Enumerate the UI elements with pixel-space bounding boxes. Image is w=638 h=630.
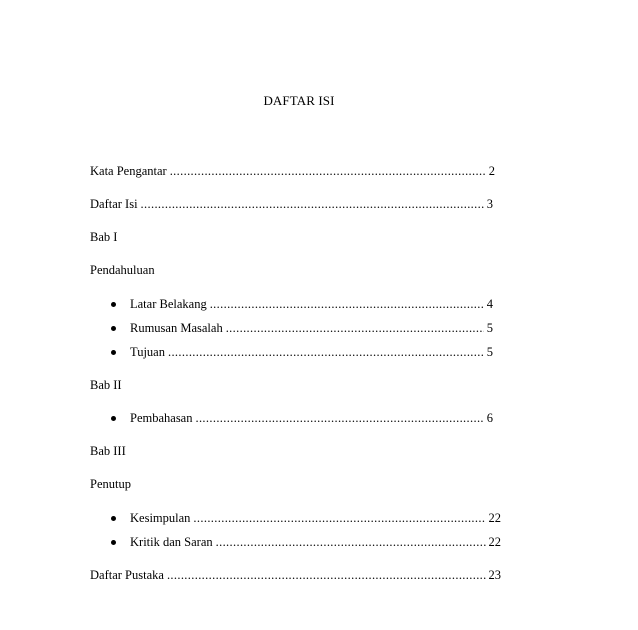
toc-leader-dots (193, 511, 485, 526)
toc-leader-dots (195, 411, 483, 426)
toc-leader-dots (170, 164, 486, 179)
toc-entry-page: 5 (486, 321, 493, 335)
toc-entry-kata-pengantar (90, 164, 495, 179)
toc-entry-label: Daftar Isi (90, 197, 138, 211)
toc-entry-pembahasan (130, 411, 493, 426)
toc-leader-dots (141, 197, 484, 212)
toc-entry-label: Rumusan Masalah (130, 321, 223, 335)
toc-leader-dots (210, 297, 484, 312)
toc-entry-label: Kata Pengantar (90, 164, 167, 178)
toc-entry-page: 5 (486, 345, 493, 359)
bullet-icon (111, 302, 116, 307)
toc-entry-label: Kritik dan Saran (130, 535, 213, 549)
bullet-icon (111, 540, 116, 545)
bullet-icon (111, 350, 116, 355)
toc-entry-page: 22 (488, 511, 501, 525)
chapter-heading-bab-2: Bab II (90, 378, 122, 392)
page-title: DAFTAR ISI (263, 93, 335, 108)
toc-entry-latar-belakang (130, 297, 493, 312)
chapter-heading-bab-1: Bab I (90, 230, 118, 244)
toc-leader-dots (167, 568, 486, 583)
toc-entry-tujuan (130, 345, 493, 360)
bullet-icon (111, 416, 116, 421)
bullet-icon (111, 326, 116, 331)
toc-leader-dots (168, 345, 484, 360)
chapter-title-penutup: Penutup (90, 477, 131, 491)
toc-entry-label: Daftar Pustaka (90, 568, 164, 582)
toc-entry-label: Latar Belakang (130, 297, 207, 311)
toc-entry-page: 2 (488, 164, 495, 178)
toc-leader-dots (226, 321, 484, 336)
toc-entry-page: 4 (486, 297, 493, 311)
toc-entry-page: 23 (488, 568, 501, 582)
toc-entry-label: Tujuan (130, 345, 165, 359)
toc-entry-kesimpulan (130, 511, 501, 526)
toc-leader-dots (216, 535, 486, 550)
chapter-title-pendahuluan: Pendahuluan (90, 263, 155, 277)
toc-entry-page: 6 (486, 411, 493, 425)
toc-entry-kritik-dan-saran (130, 535, 501, 550)
toc-entry-label: Kesimpulan (130, 511, 191, 525)
toc-entry-label: Pembahasan (130, 411, 193, 425)
toc-entry-daftar-pustaka (90, 568, 501, 583)
toc-entry-daftar-isi (90, 197, 493, 212)
toc-entry-rumusan-masalah (130, 321, 493, 336)
bullet-icon (111, 516, 116, 521)
toc-entry-page: 22 (488, 535, 501, 549)
chapter-heading-bab-3: Bab III (90, 444, 126, 458)
toc-entry-page: 3 (486, 197, 493, 211)
